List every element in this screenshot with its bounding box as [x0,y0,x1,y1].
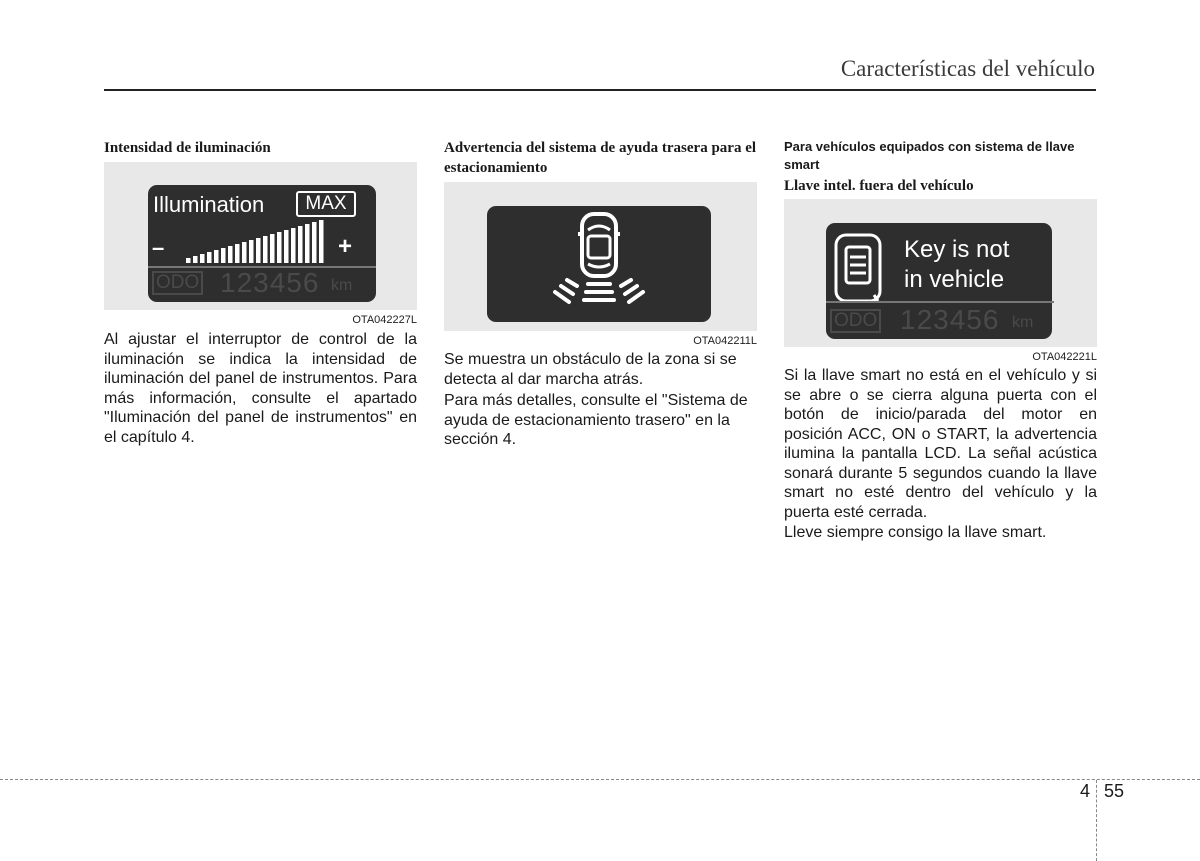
odo-value: 123456 [220,267,320,298]
level-bar [291,228,296,263]
level-bar [186,258,191,263]
level-bar [284,230,289,263]
level-bar [207,252,212,263]
illumination-label: Illumination [153,192,265,217]
figure-code: OTA042227L [352,314,417,326]
level-bar [263,236,268,263]
smart-key-icon [832,231,892,311]
lcd-divider [826,301,1054,303]
column-parking [444,138,757,450]
level-bar [319,220,324,263]
figure-code: OTA042221L [1032,351,1097,363]
section-heading: Intensidad de iluminación [104,140,271,156]
section-heading: Advertencia del sistema de ayuda trasera para el estacionamiento [444,140,757,176]
column-smart-key [784,138,1097,543]
level-bar [270,234,275,263]
level-bar [221,248,226,263]
level-bar [228,246,233,263]
footer-dashed-rule [0,779,1200,780]
rear-parking-sensor-icon [487,206,711,322]
smart-key-figure [784,199,1097,347]
minus-sign: – [152,235,165,260]
level-bar [235,244,240,263]
level-bar [256,238,261,263]
illumination-figure [104,162,417,310]
key-warning-line-1: Key is not [904,236,1010,263]
lcd-display [148,185,376,302]
figure-code: OTA042211L [693,335,757,347]
body-paragraph-2: Lleve siempre consigo la llave smart. [784,524,1047,541]
level-bar [214,250,219,263]
chapter-number: 4 [1080,781,1091,801]
section-heading: Llave intel. fuera del vehículo [784,178,974,194]
level-bar [242,242,247,263]
body-paragraph: Al ajustar el interruptor de control de la iluminación se indica la intensidad de iluminación del panel de instrumentos. Para más información, consulte el apartado "Iluminación del panel de instrumentos" en el capítulo 4. [104,331,417,446]
plus-sign: + [338,233,353,260]
odo-unit: km [331,277,353,294]
level-bar [312,222,317,263]
key-warning-line-2: in vehicle [904,266,1005,293]
level-bar [305,224,310,263]
level-bar [249,240,254,263]
body-paragraph-1: Se muestra un obstáculo de la zona si se detecta al dar marcha atrás. [444,351,737,388]
illumination-level-bars [186,215,336,265]
odo-value: 123456 [900,304,1000,335]
section-subheading: Para vehículos equipados con sistema de llave smart [784,139,1075,172]
odo-label: ODO [152,271,203,295]
level-bar [277,232,282,263]
header-rule [104,89,1096,91]
level-bar [193,256,198,263]
level-bar [200,254,205,263]
page-header-title: Características del vehículo [840,56,1095,81]
footer-vertical-dashed-rule [1096,780,1097,861]
max-badge: MAX [296,191,356,217]
odo-unit: km [1012,314,1034,331]
page-number: 55 [1104,781,1125,801]
key-warning-message [904,235,1009,295]
body-paragraph-1: Si la llave smart no está en el vehículo y si se abre o se cierra alguna puerta con el botón de inicio/parada del motor en posición ACC, ON o START, la advertencia ilumina la pantalla LCD. La señal acústica sonará durante 5 segundos cuando la llave smart no esté dentro del vehículo y la puerta esté cerrada. [784,367,1097,521]
lcd-display [826,223,1052,339]
odo-label: ODO [830,309,881,333]
body-paragraph-2: Para más detalles, consulte el "Sistema de ayuda de estacionamiento trasero" en la sección 4. [444,392,748,448]
parking-figure [444,182,757,331]
column-illumination [104,138,417,447]
lcd-display [487,206,711,322]
level-bar [298,226,303,263]
